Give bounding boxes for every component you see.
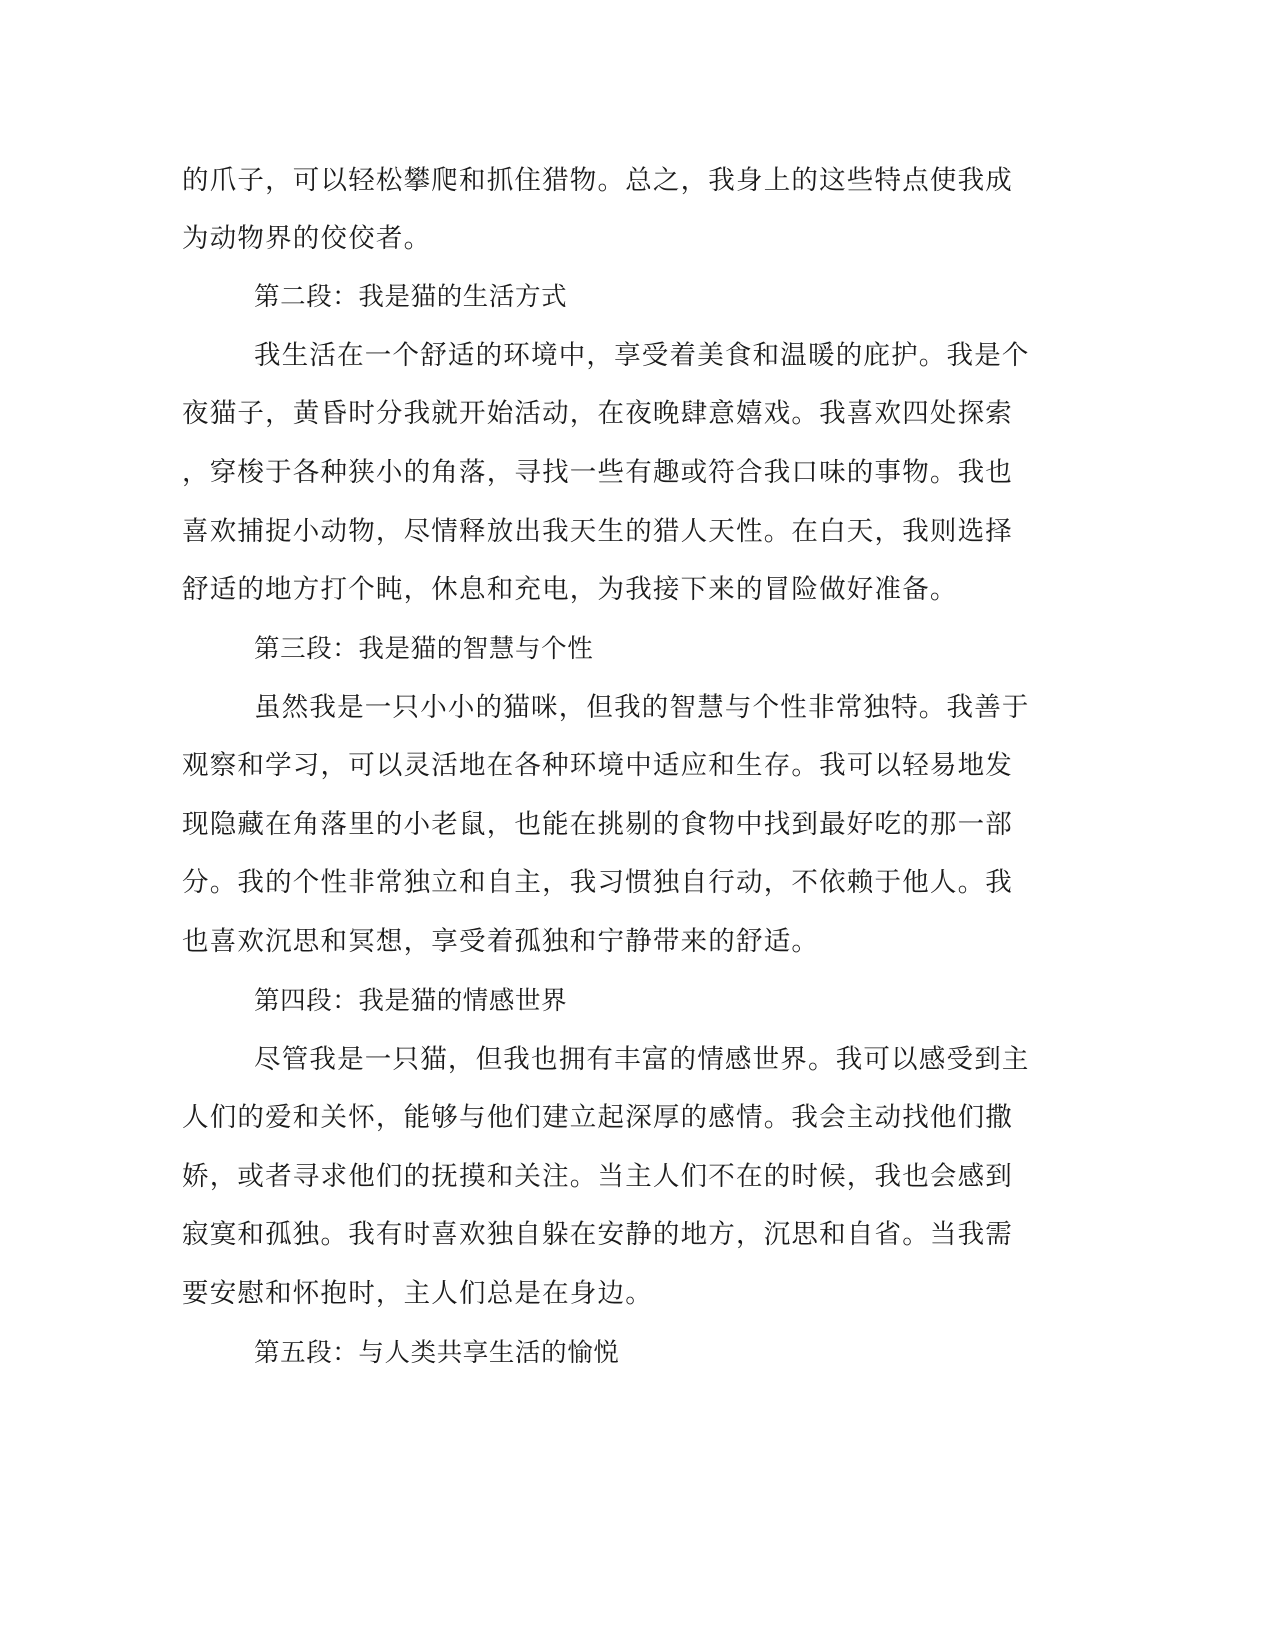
paragraph-start-line: 我生活在一个舒适的环境中，享受着美食和温暖的庇护。我是个 bbox=[254, 340, 1030, 371]
body-line: 舒适的地方打个盹，休息和充电，为我接下来的冒险做好准备。 bbox=[182, 574, 958, 605]
body-line: 要安慰和怀抱时，主人们总是在身边。 bbox=[182, 1278, 653, 1309]
section-heading-5: 第五段：与人类共享生活的愉悦 bbox=[254, 1338, 620, 1368]
section-heading-4: 第四段：我是猫的情感世界 bbox=[254, 986, 568, 1016]
body-line: 寂寞和孤独。我有时喜欢独自躲在安静的地方，沉思和自省。当我需 bbox=[182, 1219, 1013, 1250]
body-line: 为动物界的佼佼者。 bbox=[182, 223, 432, 254]
body-line: 现隐藏在角落里的小老鼠，也能在挑剔的食物中找到最好吃的那一部 bbox=[182, 809, 1013, 840]
body-line: 人们的爱和关怀，能够与他们建立起深厚的感情。我会主动找他们撒 bbox=[182, 1102, 1013, 1133]
body-line: 也喜欢沉思和冥想，享受着孤独和宁静带来的舒适。 bbox=[182, 926, 820, 957]
body-line: 夜猫子，黄昏时分我就开始活动，在夜晚肆意嬉戏。我喜欢四处探索 bbox=[182, 398, 1013, 429]
paragraph-start-line: 虽然我是一只小小的猫咪，但我的智慧与个性非常独特。我善于 bbox=[254, 692, 1030, 723]
section-heading-3: 第三段：我是猫的智慧与个性 bbox=[254, 634, 594, 664]
body-line: 喜欢捕捉小动物，尽情释放出我天生的猎人天性。在白天，我则选择 bbox=[182, 516, 1013, 547]
body-line: 观察和学习，可以灵活地在各种环境中适应和生存。我可以轻易地发 bbox=[182, 750, 1013, 781]
section-heading-2: 第二段：我是猫的生活方式 bbox=[254, 282, 568, 312]
body-line: 的爪子，可以轻松攀爬和抓住猎物。总之，我身上的这些特点使我成 bbox=[182, 165, 1013, 196]
body-line: 娇，或者寻求他们的抚摸和关注。当主人们不在的时候，我也会感到 bbox=[182, 1161, 1013, 1192]
body-line: ，穿梭于各种狭小的角落，寻找一些有趣或符合我口味的事物。我也 bbox=[182, 457, 1013, 488]
paragraph-start-line: 尽管我是一只猫，但我也拥有丰富的情感世界。我可以感受到主 bbox=[254, 1044, 1030, 1075]
body-line: 分。我的个性非常独立和自主，我习惯独自行动，不依赖于他人。我 bbox=[182, 867, 1013, 898]
